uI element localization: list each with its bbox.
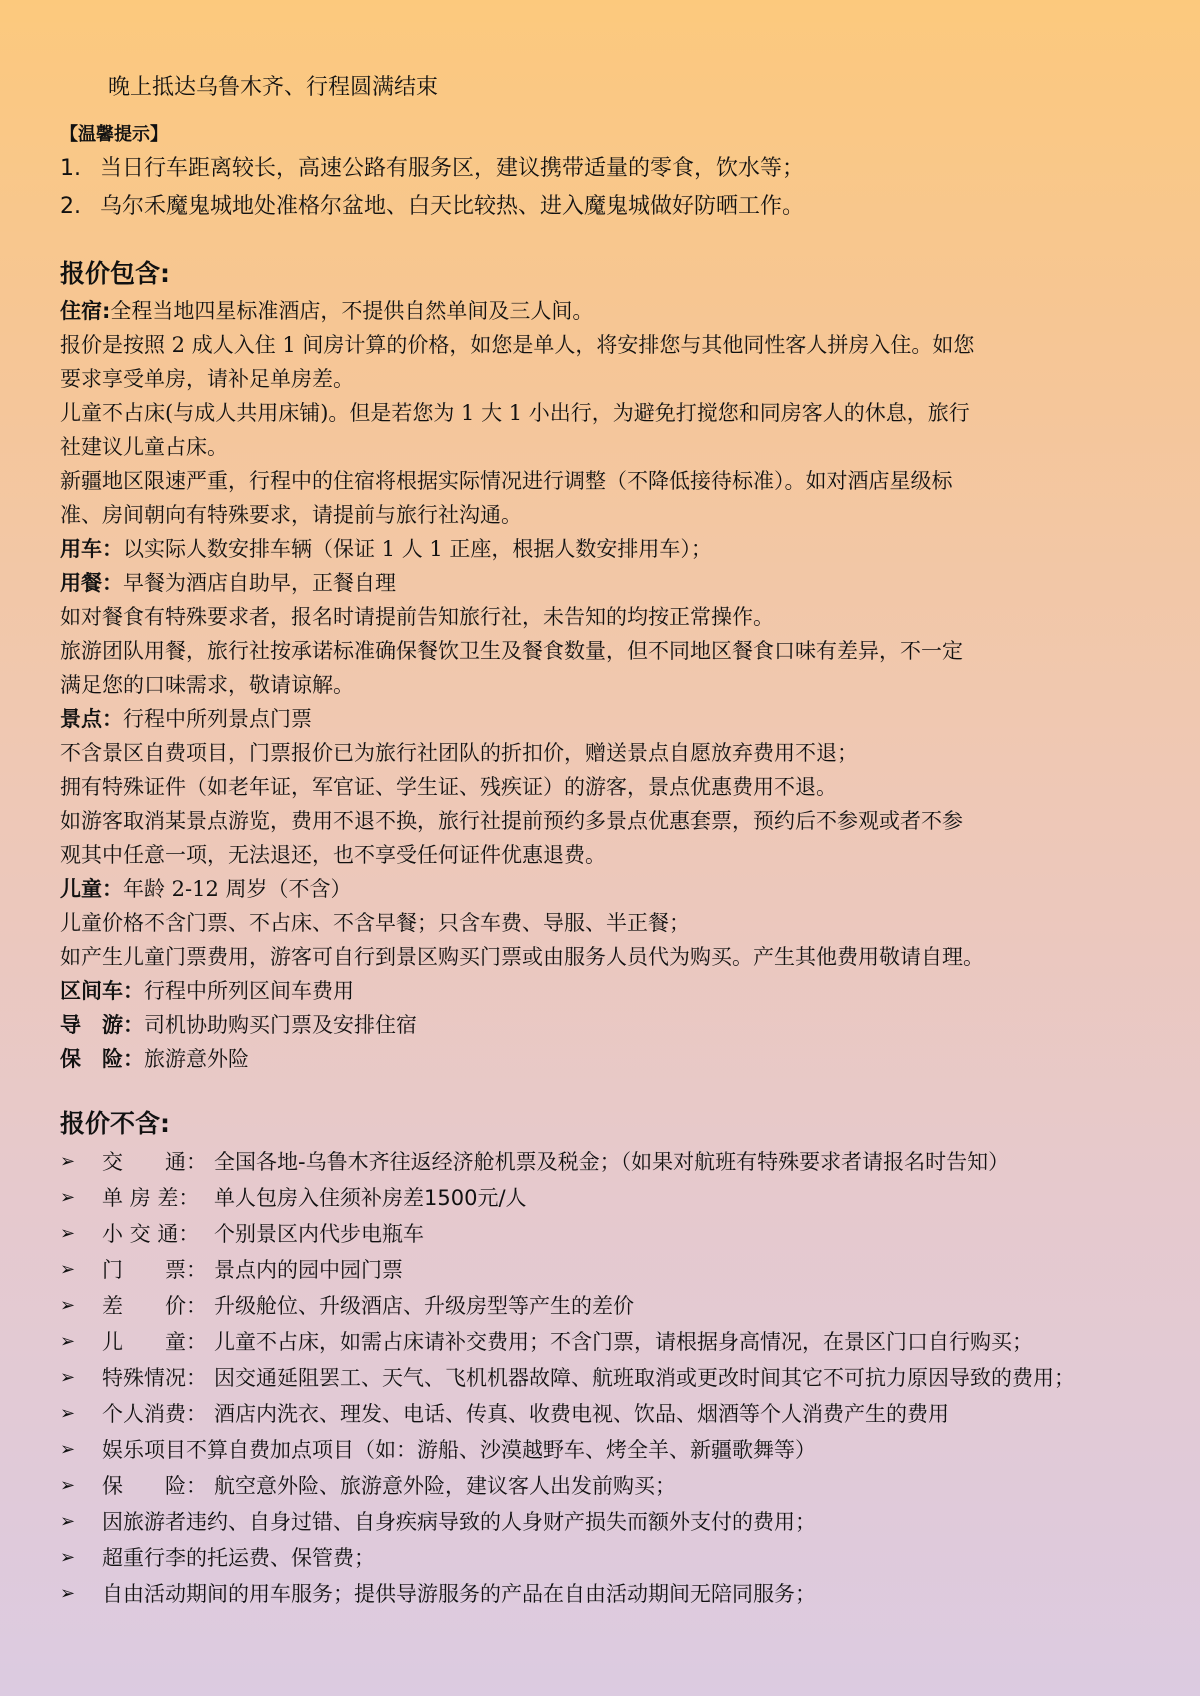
excluded-text [102,1216,1140,1252]
included-text: 如对餐食有特殊要求者，报名时请提前告知旅行社，未告知的均按正常操作。 [60,605,774,629]
tips-list [60,150,1140,226]
tip-text: 当日行车距离较长，高速公路有服务区，建议携带适量的零食，饮水等； [100,156,805,181]
excluded-list [60,1144,1140,1612]
arrow-bullet-icon: ➢ [60,1151,76,1172]
included-line [60,498,1140,532]
included-line [60,940,1140,974]
excluded-item [60,1360,1140,1396]
included-text: 旅游团队用餐，旅行社按承诺标准确保餐饮卫生及餐食数量，但不同地区餐食口味有差异，不一定 [60,639,963,663]
included-title: 报价包含: [60,259,170,288]
included-line [60,770,1140,804]
excluded-value: 娱乐项目不算自费加点项目（如：游船、沙漠越野车、烤全羊、新疆歌舞等） [102,1438,816,1462]
excluded-value: 酒店内洗衣、理发、电话、传真、收费电视、饮品、烟酒等个人消费产生的费用 [214,1402,949,1426]
tip-item [60,150,1140,188]
arrow-bullet-icon: ➢ [60,1475,76,1496]
excluded-label: 特殊情况： [102,1366,207,1390]
arrow-bullet-icon: ➢ [60,1367,76,1388]
included-text: 儿童价格不含门票、不占床、不含早餐；只含车费、导服、半正餐； [60,911,690,935]
excluded-item [60,1252,1140,1288]
included-label: 导 游： [60,1013,144,1037]
included-line [60,430,1140,464]
included-line [60,464,1140,498]
included-text: 新疆地区限速严重，行程中的住宿将根据实际情况进行调整（不降低接待标准）。如对酒店星级标 [60,469,953,493]
arrow-bullet-icon: ➢ [60,1223,76,1244]
included-line [60,906,1140,940]
included-label: 住宿: [60,299,111,323]
excluded-value: 航空意外险、旅游意外险，建议客人出发前购买； [214,1474,676,1498]
arrow-bullet-icon: ➢ [60,1259,76,1280]
included-line [60,838,1140,872]
excluded-item [60,1540,1140,1576]
included-line [60,1042,1140,1076]
excluded-value: 自由活动期间的用车服务；提供导游服务的产品在自由活动期间无陪同服务； [102,1582,816,1606]
arrow-bullet-icon: ➢ [60,1403,76,1424]
arrow-bullet-icon: ➢ [60,1331,76,1352]
included-line [60,702,1140,736]
included-line [60,736,1140,770]
excluded-text [102,1576,1140,1612]
included-line [60,566,1140,600]
excluded-value: 升级舱位、升级酒店、升级房型等产生的差价 [214,1294,634,1318]
included-text: 准、房间朝向有特殊要求，请提前与旅行社沟通。 [60,503,522,527]
excluded-label: 儿 童： [102,1330,207,1354]
included-label: 区间车： [60,979,144,1003]
excluded-label: 门 票： [102,1258,207,1282]
excluded-value: 因交通延阻罢工、天气、飞机机器故障、航班取消或更改时间其它不可抗力原因导致的费用； [214,1366,1075,1390]
excluded-item [60,1288,1140,1324]
excluded-text [102,1396,1140,1432]
included-text: 如游客取消某景点游览，费用不退不换，旅行社提前预约多景点优惠套票，预约后不参观或者不参 [60,809,963,833]
excluded-value: 单人包房入住须补房差1500元/人 [214,1186,527,1210]
excluded-text [102,1252,1140,1288]
included-text: 社建议儿童占床。 [60,435,228,459]
excluded-value: 超重行李的托运费、保管费； [102,1546,375,1570]
excluded-item [60,1144,1140,1180]
included-text: 满足您的口味需求，敬请谅解。 [60,673,354,697]
included-text: 年龄 2-12 周岁（不含） [123,877,352,901]
included-line [60,532,1140,566]
excluded-item [60,1468,1140,1504]
excluded-value: 因旅游者违约、自身过错、自身疾病导致的人身财产损失而额外支付的费用； [102,1510,816,1534]
included-label: 用车： [60,537,123,561]
arrow-bullet-icon: ➢ [60,1547,76,1568]
excluded-item [60,1576,1140,1612]
included-label: 保 险： [60,1047,144,1071]
excluded-value: 景点内的园中园门票 [214,1258,403,1282]
included-line [60,634,1140,668]
excluded-text [102,1468,1140,1504]
excluded-item [60,1324,1140,1360]
excluded-label: 单 房 差： [102,1186,200,1210]
included-text: 行程中所列景点门票 [123,707,312,731]
excluded-item [60,1180,1140,1216]
included-text: 旅游意外险 [144,1047,249,1071]
included-line [60,872,1140,906]
excluded-label: 小 交 通： [102,1222,200,1246]
excluded-text [102,1324,1140,1360]
included-line [60,1008,1140,1042]
included-text: 全程当地四星标准酒店，不提供自然单间及三人间。 [110,299,594,323]
included-line [60,362,1140,396]
excluded-item [60,1396,1140,1432]
included-line [60,668,1140,702]
excluded-text [102,1288,1140,1324]
excluded-title: 报价不含: [60,1109,170,1138]
included-text: 报价是按照 2 成人入住 1 间房计算的价格，如您是单人，将安排您与其他同性客人拼房入住。如您 [60,333,975,357]
included-section [60,294,1140,1076]
included-line [60,396,1140,430]
excluded-item [60,1216,1140,1252]
excluded-value: 儿童不占床，如需占床请补交费用；不含门票，请根据身高情况，在景区门口自行购买； [214,1330,1033,1354]
included-label: 用餐： [60,571,123,595]
excluded-value: 全国各地-乌鲁木齐往返经济舱机票及税金；（如果对航班有特殊要求者请报名时告知） [214,1150,1010,1174]
excluded-item [60,1504,1140,1540]
excluded-item [60,1432,1140,1468]
included-text: 早餐为酒店自助早，正餐自理 [123,571,396,595]
intro-line: 晚上抵达乌鲁木齐、行程圆满结束 [108,75,439,100]
included-text: 司机协助购买门票及安排住宿 [144,1013,417,1037]
included-label: 景点： [60,707,123,731]
excluded-text [102,1360,1140,1396]
arrow-bullet-icon: ➢ [60,1295,76,1316]
included-text: 拥有特殊证件（如老年证，军官证、学生证、残疾证）的游客，景点优惠费用不退。 [60,775,837,799]
excluded-text [102,1180,1140,1216]
included-line [60,974,1140,1008]
included-line [60,804,1140,838]
included-text: 儿童不占床(与成人共用床铺)。但是若您为 1 大 1 小出行，为避免打搅您和同房客人的休息，旅行 [60,401,970,425]
excluded-value: 个别景区内代步电瓶车 [214,1222,424,1246]
tip-number: 2. [60,194,81,219]
excluded-label: 保 险： [102,1474,207,1498]
included-line [60,600,1140,634]
included-text: 不含景区自费项目，门票报价已为旅行社团队的折扣价，赠送景点自愿放弃费用不退； [60,741,858,765]
included-line [60,328,1140,362]
excluded-text [102,1504,1140,1540]
included-text: 以实际人数安排车辆（保证 1 人 1 正座，根据人数安排用车）； [123,537,712,561]
excluded-label: 个人消费： [102,1402,207,1426]
tip-number: 1. [60,156,81,181]
arrow-bullet-icon: ➢ [60,1583,76,1604]
tip-text: 乌尔禾魔鬼城地处准格尔盆地、白天比较热、进入魔鬼城做好防晒工作。 [100,194,805,219]
included-text: 如产生儿童门票费用，游客可自行到景区购买门票或由服务人员代为购买。产生其他费用敬请自理。 [60,945,984,969]
arrow-bullet-icon: ➢ [60,1187,76,1208]
included-text: 要求享受单房，请补足单房差。 [60,367,354,391]
included-text: 观其中任意一项，无法退还，也不享受任何证件优惠退费。 [60,843,606,867]
arrow-bullet-icon: ➢ [60,1511,76,1532]
excluded-text [102,1432,1140,1468]
excluded-text [102,1540,1140,1576]
included-text: 行程中所列区间车费用 [144,979,354,1003]
excluded-label: 差 价： [102,1294,207,1318]
excluded-text [102,1144,1140,1180]
included-label: 儿童： [60,877,123,901]
included-line [60,294,1140,328]
arrow-bullet-icon: ➢ [60,1439,76,1460]
tips-title: 【温馨提示】 [60,124,168,145]
excluded-label: 交 通： [102,1150,207,1174]
tip-item [60,188,1140,226]
